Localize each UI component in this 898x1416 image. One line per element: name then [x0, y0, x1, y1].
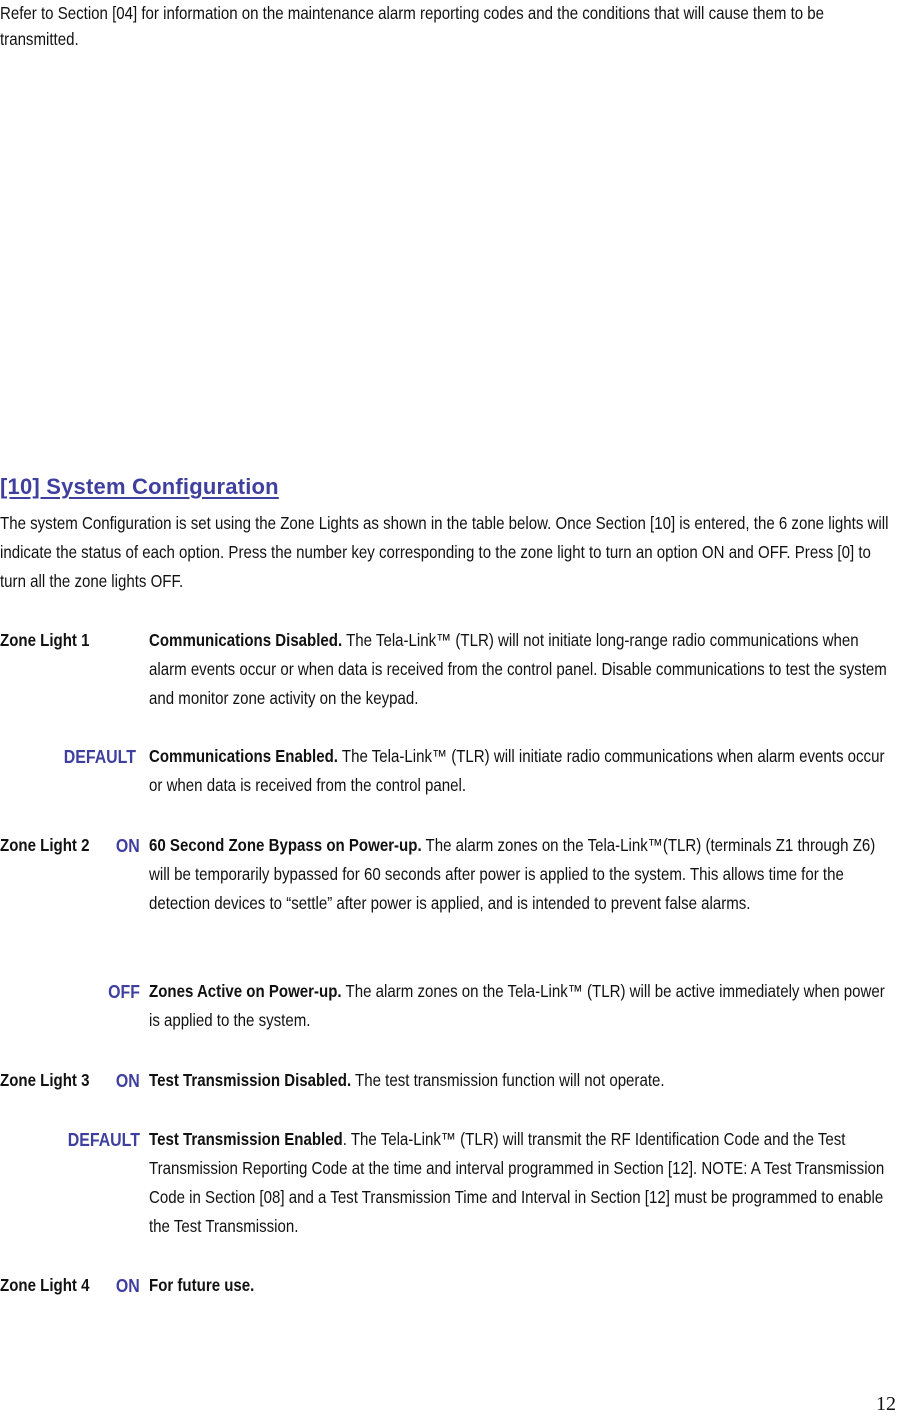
zone-light-4-label: Zone Light 4: [0, 1275, 90, 1295]
option-description: [149, 831, 897, 918]
option-description: [149, 1271, 897, 1300]
option-title: Test Transmission Enabled: [149, 1129, 343, 1149]
option-state-default: DEFAULT: [67, 1129, 140, 1150]
option-description: [149, 1066, 897, 1095]
zone-light-3-label: Zone Light 3: [0, 1070, 90, 1090]
option-title: Test Transmission Disabled.: [149, 1070, 352, 1090]
option-title: Zones Active on Power-up.: [149, 981, 342, 1001]
option-title: 60 Second Zone Bypass on Power-up.: [149, 835, 422, 855]
option-description: [149, 1125, 897, 1241]
option-state-on: ON: [116, 835, 140, 856]
option-state-on: ON: [116, 1070, 140, 1091]
option-title: Communications Enabled.: [149, 746, 338, 766]
section-heading: [10] System Configuration: [0, 474, 279, 499]
option-text: The Tela-Link™ (TLR) will initiate radio communications when alarm events occur or when data is received from the control panel.: [149, 746, 885, 795]
option-text: The alarm zones on the Tela-Link™ (TLR) will be active immediately when power is applied to the system.: [149, 981, 885, 1030]
zone-light-1-label: Zone Light 1: [0, 630, 90, 650]
option-text: The Tela-Link™ (TLR) will not initiate long-range radio communications when alarm events occur or when data is received from the control panel. Disable communications to test the system and monitor zone activity on the keypad.: [149, 630, 887, 708]
intro-paragraph: Refer to Section [04] for information on the maintenance alarm reporting codes and the conditions that will cause them to be transmitted.: [0, 3, 825, 49]
option-state-off: OFF: [108, 981, 140, 1002]
page-number: 12: [876, 1393, 896, 1415]
option-state-default: DEFAULT: [63, 746, 136, 767]
option-state-on: ON: [116, 1275, 140, 1296]
section-description: The system Configuration is set using the Zone Lights as shown in the table below. Once Section [10] is entered, the 6 zone lights will indicate the status of each option. Press the number key corresponding to the zone light to turn an option ON and OFF. Press [0] to turn all the zone lights OFF.: [0, 513, 889, 591]
option-title: Communications Disabled.: [149, 630, 343, 650]
option-title: For future use.: [149, 1275, 255, 1295]
zone-light-2-label: Zone Light 2: [0, 835, 90, 855]
option-description: [149, 742, 897, 800]
option-description: [149, 626, 897, 713]
option-text: . The Tela-Link™ (TLR) will transmit the RF Identification Code and the Test Transmission Reporting Code at the time and interval programmed in Section [12]. NOTE: A Test Transmission Code in Section [08] and a Test Transmission Time and Interval in Section [12] must be programmed to enable the Test Transmission.: [149, 1129, 885, 1236]
option-text: The test transmission function will not operate.: [351, 1070, 665, 1090]
option-text: The alarm zones on the Tela-Link™(TLR) (terminals Z1 through Z6) will be temporarily bypassed for 60 seconds after power is applied to the system. This allows time for the detection devices to “settle” after power is applied, and is intended to prevent false alarms.: [149, 835, 876, 913]
option-description: [149, 977, 897, 1035]
